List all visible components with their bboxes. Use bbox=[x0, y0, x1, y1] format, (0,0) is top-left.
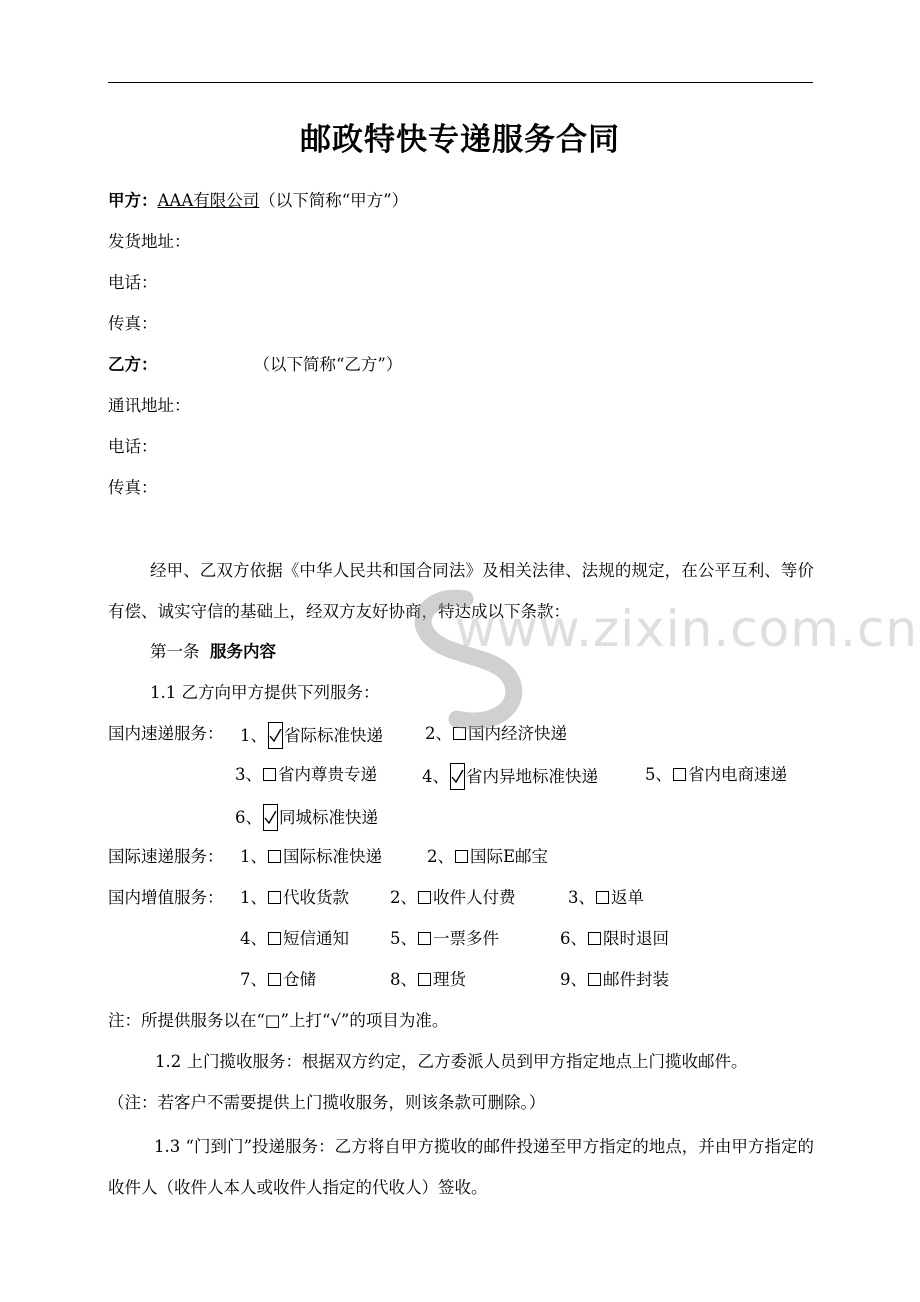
party-b-line bbox=[108, 353, 402, 377]
international-express-label: 国际速递服务： bbox=[108, 847, 224, 866]
checkbox-unchecked[interactable] bbox=[418, 973, 431, 986]
value-added-option-9[interactable] bbox=[560, 968, 669, 992]
article-number: 第一条 bbox=[150, 642, 200, 661]
clause-1-3: 1.3 “门到门”投递服务：乙方将自甲方揽收的邮件投递至甲方指定的地点，并由甲方指定的收件人（收件人本人或收件人指定的代收人）签收。 bbox=[108, 1137, 814, 1197]
option-label: 限时退回 bbox=[603, 929, 669, 948]
party-a-name: AAA有限公司 bbox=[157, 191, 260, 210]
party-b-phone-label: 电话： bbox=[108, 437, 158, 456]
checkbox-unchecked[interactable] bbox=[268, 932, 281, 945]
option-label: 省内尊贵专递 bbox=[278, 765, 377, 784]
value-added-option-7[interactable] bbox=[240, 968, 316, 992]
domestic-option-3[interactable] bbox=[235, 763, 377, 787]
option-label: 国际E邮宝 bbox=[470, 847, 549, 866]
domestic-option-6[interactable] bbox=[235, 804, 378, 831]
checkbox-checked[interactable] bbox=[263, 804, 278, 831]
value-added-option-4[interactable] bbox=[240, 927, 349, 951]
party-a-fax-label: 传真： bbox=[108, 314, 158, 333]
clause-1-1: 1.1 乙方向甲方提供下列服务： bbox=[150, 683, 380, 702]
domestic-option-1[interactable] bbox=[240, 722, 383, 749]
option-label: 返单 bbox=[611, 888, 644, 907]
party-a-line bbox=[108, 189, 408, 213]
party-b-address-label: 通讯地址： bbox=[108, 396, 191, 415]
option-number: 8、 bbox=[390, 970, 417, 989]
option-label: 省内电商速递 bbox=[688, 765, 787, 784]
domestic-option-5[interactable] bbox=[645, 763, 787, 787]
article-heading: 服务内容 bbox=[210, 642, 276, 661]
option-number: 6、 bbox=[560, 929, 587, 948]
checkbox-unchecked[interactable] bbox=[588, 932, 601, 945]
checkbox-unchecked[interactable] bbox=[418, 932, 431, 945]
option-number: 1、 bbox=[240, 847, 267, 866]
option-label: 国际标准快递 bbox=[283, 847, 382, 866]
option-number: 4、 bbox=[422, 767, 449, 786]
domestic-option-4[interactable] bbox=[422, 763, 598, 790]
domestic-express-label: 国内速递服务： bbox=[108, 724, 224, 743]
clause-1-2-note: （注：若客户不需要提供上门揽收服务，则该条款可删除。） bbox=[108, 1093, 546, 1112]
article-1-heading bbox=[150, 640, 276, 664]
option-number: 2、 bbox=[390, 888, 417, 907]
option-number: 2、 bbox=[427, 847, 454, 866]
international-option-1[interactable] bbox=[240, 845, 382, 869]
option-number: 5、 bbox=[390, 929, 417, 948]
party-b-fax-label: 传真： bbox=[108, 478, 158, 497]
intro-paragraph: 经甲、乙双方依据《中华人民共和国合同法》及相关法律、法规的规定，在公平互利、等价有偿、诚实守信的基础上，经双方友好协商，特达成以下条款： bbox=[108, 561, 814, 621]
party-b-label: 乙方： bbox=[108, 355, 158, 374]
option-label: 仓储 bbox=[283, 970, 316, 989]
option-label: 国内经济快递 bbox=[468, 724, 567, 743]
option-label: 短信通知 bbox=[283, 929, 349, 948]
checkbox-unchecked[interactable] bbox=[588, 973, 601, 986]
value-added-label: 国内增值服务： bbox=[108, 888, 224, 907]
international-option-2[interactable] bbox=[427, 845, 548, 869]
checkbox-unchecked[interactable] bbox=[263, 768, 276, 781]
value-added-option-5[interactable] bbox=[390, 927, 499, 951]
option-label: 省际标准快递 bbox=[284, 726, 383, 745]
option-label: 省内异地标准快递 bbox=[466, 767, 598, 786]
checkbox-unchecked[interactable] bbox=[268, 891, 281, 904]
checkbox-unchecked[interactable] bbox=[268, 973, 281, 986]
party-a-suffix: （以下简称“甲方”） bbox=[259, 191, 409, 210]
option-label: 收件人付费 bbox=[433, 888, 516, 907]
party-a-address-label: 发货地址： bbox=[108, 232, 191, 251]
option-number: 3、 bbox=[568, 888, 595, 907]
checkbox-unchecked[interactable] bbox=[268, 850, 281, 863]
value-added-option-6[interactable] bbox=[560, 927, 669, 951]
option-number: 7、 bbox=[240, 970, 267, 989]
option-number: 6、 bbox=[235, 808, 262, 827]
option-number: 2、 bbox=[425, 724, 452, 743]
option-number: 3、 bbox=[235, 765, 262, 784]
option-number: 5、 bbox=[645, 765, 672, 784]
option-number: 1、 bbox=[240, 726, 267, 745]
checkbox-checked[interactable] bbox=[450, 763, 465, 790]
option-label: 一票多件 bbox=[433, 929, 499, 948]
option-number: 9、 bbox=[560, 970, 587, 989]
value-added-option-8[interactable] bbox=[390, 968, 466, 992]
option-label: 代收货款 bbox=[283, 888, 349, 907]
value-added-option-3[interactable] bbox=[568, 886, 644, 910]
value-added-option-2[interactable] bbox=[390, 886, 516, 910]
option-number: 1、 bbox=[240, 888, 267, 907]
checkbox-unchecked[interactable] bbox=[418, 891, 431, 904]
party-b-suffix: （以下简称“乙方”） bbox=[253, 355, 403, 374]
option-number: 4、 bbox=[240, 929, 267, 948]
watermark-text: www.zixin.com.cn bbox=[455, 600, 919, 658]
contract-title: 邮政特快专递服务合同 bbox=[300, 122, 620, 158]
option-label: 理货 bbox=[433, 970, 466, 989]
checkbox-unchecked[interactable] bbox=[596, 891, 609, 904]
selection-note: 注：所提供服务以在“□”上打“√”的项目为准。 bbox=[108, 1011, 449, 1030]
option-label: 同城标准快递 bbox=[279, 808, 378, 827]
checkbox-unchecked[interactable] bbox=[455, 850, 468, 863]
option-label: 邮件封装 bbox=[603, 970, 669, 989]
party-a-label: 甲方： bbox=[108, 191, 158, 210]
party-a-phone-label: 电话： bbox=[108, 273, 158, 292]
checkbox-checked[interactable] bbox=[268, 722, 283, 749]
header-rule bbox=[108, 82, 813, 83]
clause-1-2: 1.2 上门揽收服务：根据双方约定，乙方委派人员到甲方指定地点上门揽收邮件。 bbox=[155, 1052, 748, 1071]
checkbox-unchecked[interactable] bbox=[673, 768, 686, 781]
value-added-option-1[interactable] bbox=[240, 886, 349, 910]
